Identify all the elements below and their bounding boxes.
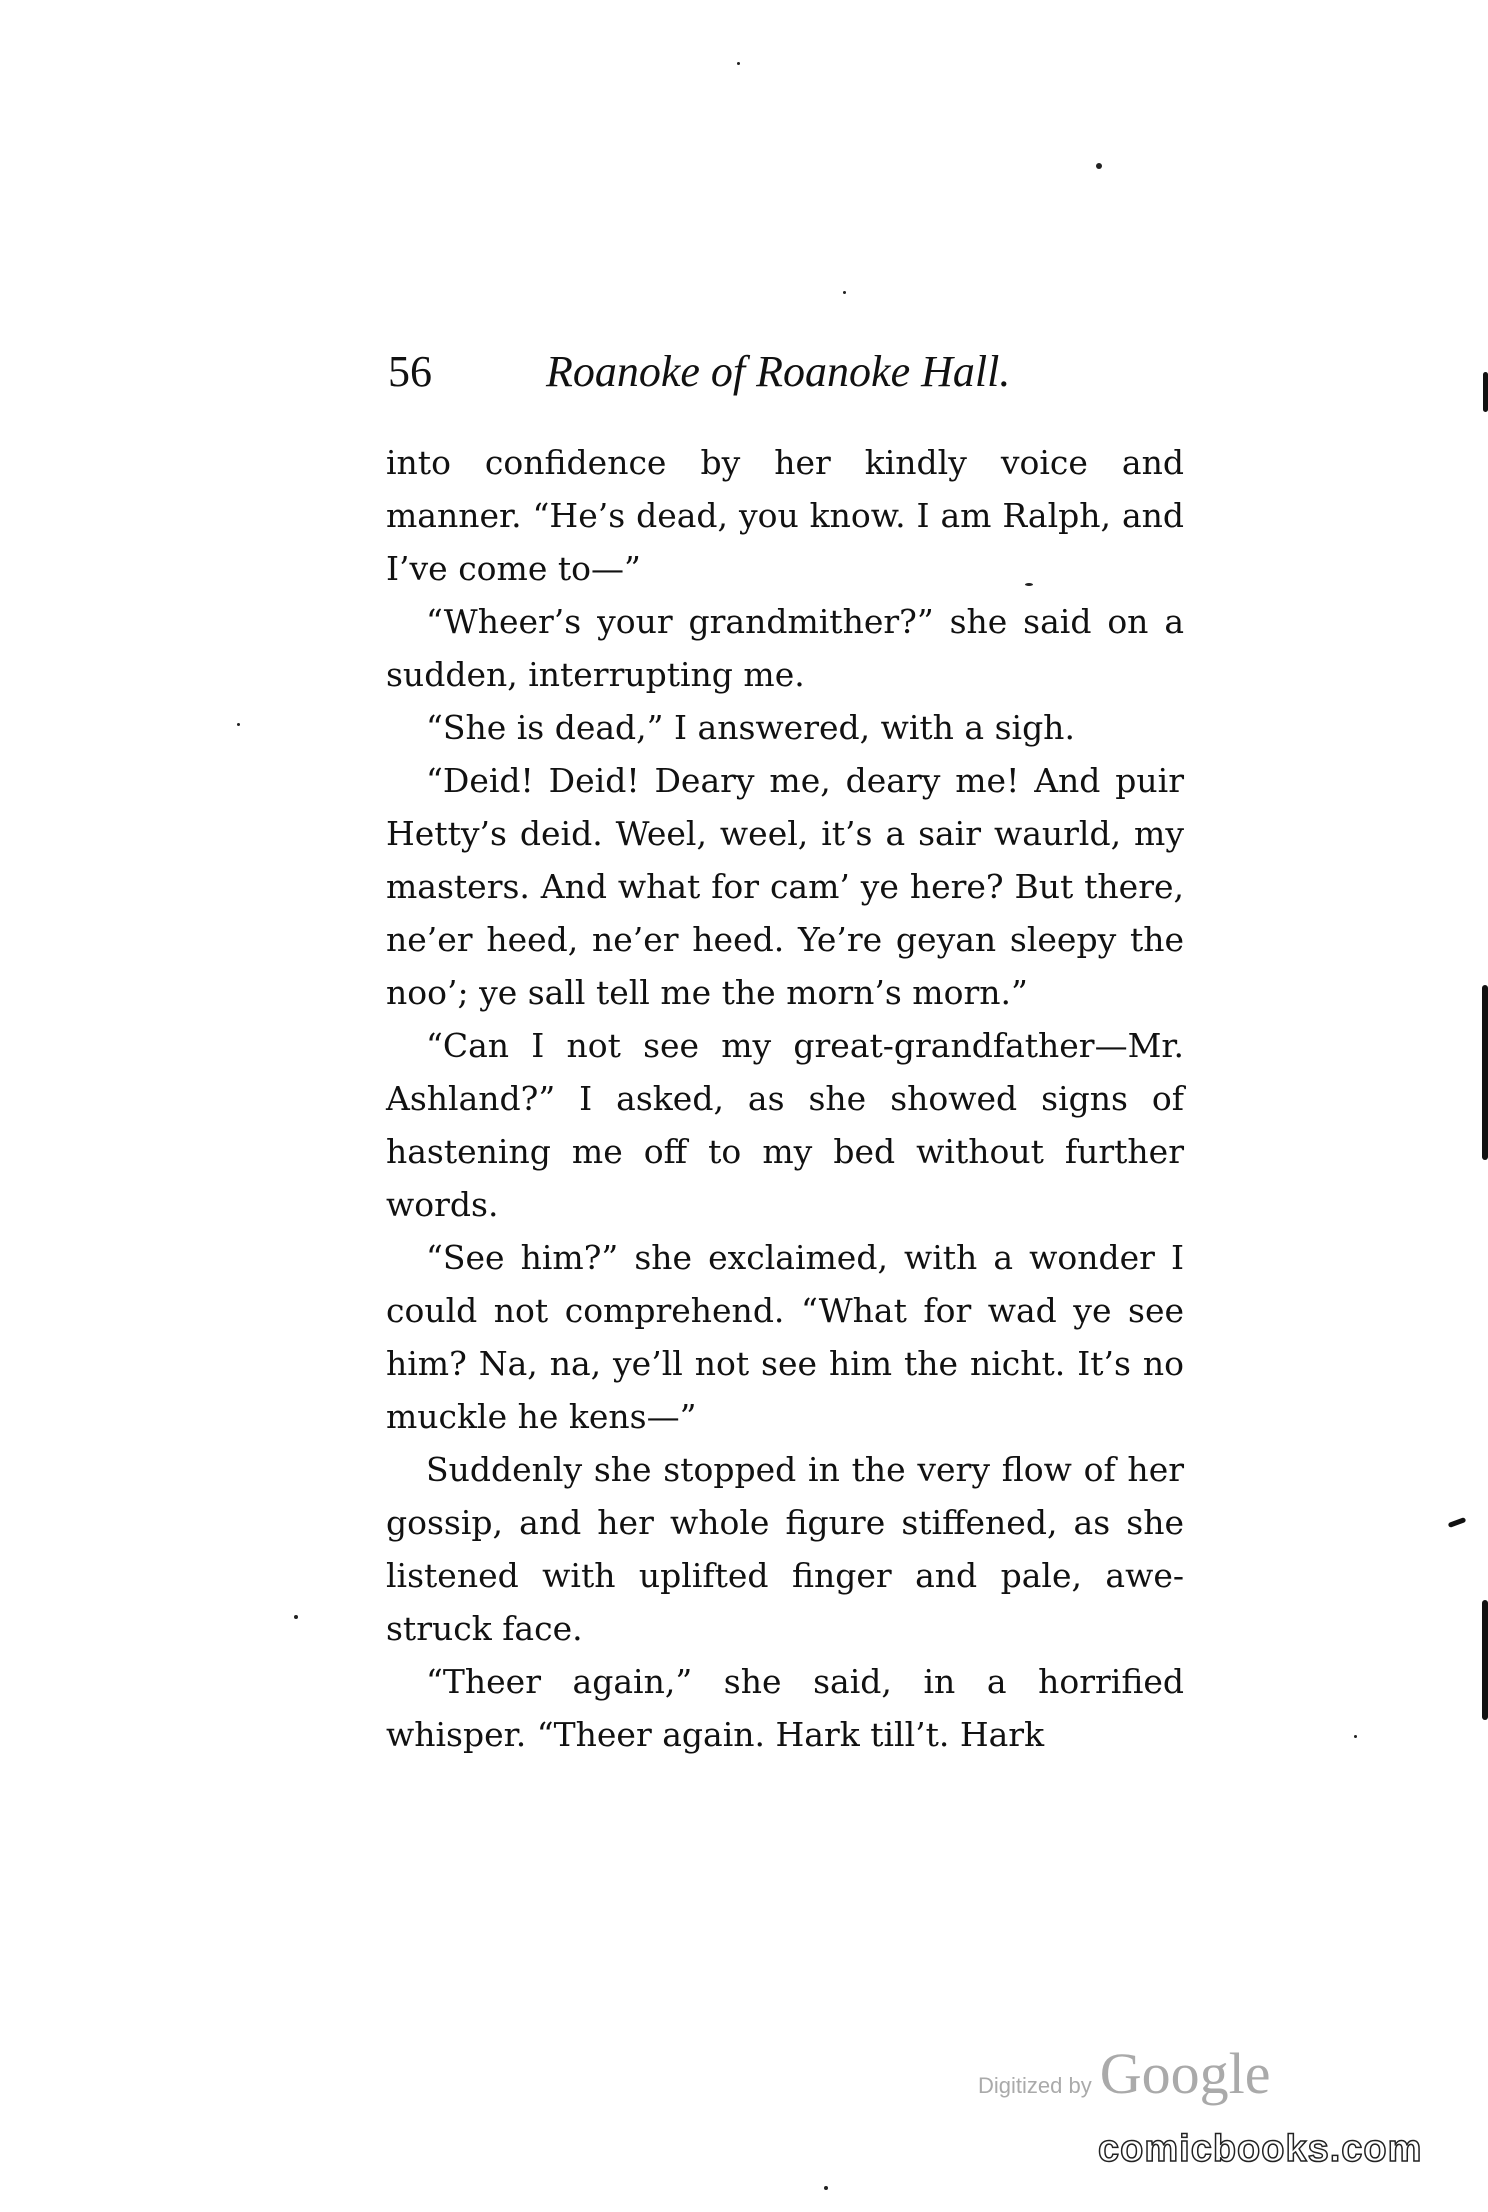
page-header <box>388 342 1188 412</box>
paragraph: Suddenly she stopped in the very flow of her gossip, and her whole figure stiffened, as she listened with uplifted finger and pale, awe-struck face. <box>386 1450 1184 1648</box>
page-edge-mark <box>1448 1517 1467 1528</box>
paragraph: “Wheer’s your grandmither?” she said on a sudden, interrupting me. <box>386 602 1184 694</box>
paragraph: “Can I not see my great-grandfather—Mr. Ashland?” I asked, as she showed signs of hastening me off to my bed without further words. <box>386 1026 1184 1224</box>
paragraph: “Theer again,” she said, in a horrified whisper. “Theer again. Hark till’t. Hark <box>386 1662 1184 1754</box>
scan-speck <box>1354 1735 1357 1738</box>
site-watermark: comicbooks.com <box>1098 2128 1423 2170</box>
scan-speck <box>737 62 740 65</box>
scan-speck <box>294 1615 298 1619</box>
page-number: 56 <box>388 347 432 396</box>
scan-speck <box>1025 583 1033 586</box>
page-edge-mark <box>1482 985 1488 1160</box>
running-title: Roanoke of Roanoke Hall. <box>546 347 1011 396</box>
paragraph: “Deid! Deid! Deary me, deary me! And puir Hetty’s deid. Weel, weel, it’s a sair waurld, my masters. And what for cam’ ye here? But there, ne’er heed, ne’er heed. Ye’re geyan sleepy the noo’; ye sall tell me the morn’s morn.” <box>386 761 1184 1012</box>
paragraph: “See him?” she exclaimed, with a wonder I could not comprehend. “What for wad ye see him? Na, na, ye’ll not see him the nicht. It’s no muckle he kens—” <box>386 1238 1184 1436</box>
scan-speck <box>1096 163 1102 169</box>
page-edge-mark <box>1482 1600 1488 1720</box>
watermark-brand: Google <box>1099 2041 1271 2106</box>
digitized-watermark <box>978 2040 1270 2107</box>
paragraph: “She is dead,” I answered, with a sigh. <box>426 708 1075 747</box>
paragraph: into confidence by her kindly voice and manner. “He’s dead, you know. I am Ralph, and I’ve come to—” <box>386 443 1184 588</box>
scan-speck <box>824 2186 828 2190</box>
body-text <box>386 436 1184 1761</box>
scan-speck <box>237 723 240 726</box>
watermark-prefix: Digitized by <box>978 2073 1092 2098</box>
page-edge-mark <box>1483 372 1488 412</box>
scan-speck <box>843 291 846 294</box>
